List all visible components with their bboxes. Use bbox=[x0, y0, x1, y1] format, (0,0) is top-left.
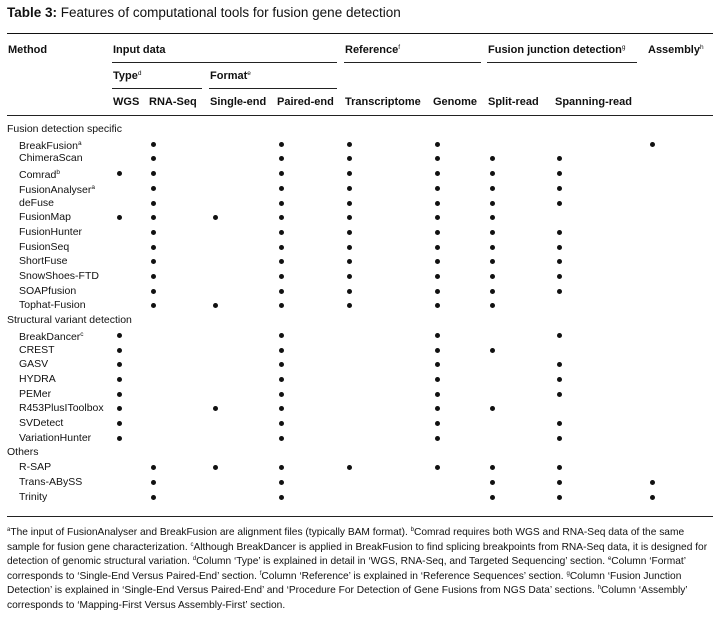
bullet-mark bbox=[347, 215, 352, 220]
format-rule bbox=[209, 88, 337, 89]
header-assembly-label: Assembly bbox=[648, 44, 700, 56]
bullet-mark bbox=[435, 348, 440, 353]
bullet-mark bbox=[557, 362, 562, 367]
header-method: Method bbox=[8, 44, 48, 56]
footnote-text: Column ‘Fusion Junction Detection’ is explained in ‘Single-End Versus Paired-End’ and ‘Procedure For Detection of Gene Fusions from NGS Data’ sections. bbox=[7, 570, 682, 596]
method-name bbox=[19, 240, 69, 254]
header-reference-sup: f bbox=[398, 44, 401, 51]
method-name-text: PEMer bbox=[19, 387, 52, 400]
bullet-mark bbox=[151, 186, 156, 191]
fusion-junction-rule bbox=[487, 62, 637, 63]
method-name-text: Trinity bbox=[19, 490, 48, 503]
method-name bbox=[19, 269, 99, 283]
method-name-text: BreakDancer bbox=[19, 330, 81, 343]
table-row bbox=[0, 298, 720, 313]
bullet-mark bbox=[435, 156, 440, 161]
bullet-mark bbox=[490, 303, 495, 308]
table-row bbox=[0, 240, 720, 255]
bottom-rule bbox=[7, 516, 713, 517]
bullet-mark bbox=[151, 171, 156, 176]
bullet-mark bbox=[117, 392, 122, 397]
bullet-mark bbox=[151, 230, 156, 235]
bullet-mark bbox=[347, 201, 352, 206]
method-name-text: SOAPfusion bbox=[19, 284, 77, 297]
bullet-mark bbox=[435, 201, 440, 206]
bullet-mark bbox=[650, 495, 655, 500]
bullet-mark bbox=[279, 259, 284, 264]
bullet-mark bbox=[490, 259, 495, 264]
method-name-text: Comrad bbox=[19, 169, 57, 182]
bullet-mark bbox=[279, 436, 284, 441]
method-name bbox=[19, 196, 54, 210]
bullet-mark bbox=[279, 186, 284, 191]
bullet-mark bbox=[490, 156, 495, 161]
header-fusion-junction-sup: g bbox=[621, 44, 626, 51]
method-name bbox=[19, 210, 71, 224]
col-rna-seq: RNA-Seq bbox=[149, 96, 197, 108]
bullet-mark bbox=[557, 201, 562, 206]
table-row bbox=[0, 225, 720, 240]
method-name bbox=[19, 137, 82, 153]
bullet-mark bbox=[490, 495, 495, 500]
bullet-mark bbox=[151, 142, 156, 147]
header-type-label: Type bbox=[113, 70, 138, 82]
bullet-mark bbox=[435, 303, 440, 308]
bullet-mark bbox=[650, 142, 655, 147]
col-transcriptome: Transcriptome bbox=[345, 96, 421, 108]
header-type-sup: d bbox=[137, 70, 142, 77]
table-row bbox=[0, 269, 720, 284]
bullet-mark bbox=[279, 230, 284, 235]
bullet-mark bbox=[650, 480, 655, 485]
footnote-marker: c bbox=[190, 541, 194, 548]
bullet-mark bbox=[279, 406, 284, 411]
table-row bbox=[0, 460, 720, 475]
table-row bbox=[0, 431, 720, 446]
table-row bbox=[0, 343, 720, 358]
method-name-text: ChimeraScan bbox=[19, 152, 83, 165]
bullet-mark bbox=[435, 333, 440, 338]
bullet-mark bbox=[435, 465, 440, 470]
table-label: Table 3: bbox=[7, 5, 58, 20]
header-reference bbox=[345, 43, 400, 57]
method-name-text: FusionMap bbox=[19, 211, 71, 224]
method-name bbox=[19, 298, 86, 312]
type-rule bbox=[112, 88, 202, 89]
section-title: Others bbox=[7, 446, 39, 459]
header-fusion-junction-label: Fusion junction detection bbox=[488, 44, 622, 56]
bullet-mark bbox=[279, 303, 284, 308]
bullet-mark bbox=[151, 465, 156, 470]
bullet-mark bbox=[490, 289, 495, 294]
col-spanning-read: Spanning-read bbox=[555, 96, 633, 108]
table-row bbox=[0, 210, 720, 225]
header-input-data: Input data bbox=[113, 44, 166, 56]
bullet-mark bbox=[557, 480, 562, 485]
bullet-mark bbox=[347, 230, 352, 235]
footnote-text: Column ‘Assembly’ corresponds to ‘Mapping-First Versus Assembly-First’ section. bbox=[7, 585, 688, 611]
bullet-mark bbox=[279, 495, 284, 500]
bullet-mark bbox=[557, 274, 562, 279]
header-assembly-sup: h bbox=[699, 44, 704, 51]
col-single-end: Single-end bbox=[210, 96, 267, 108]
bullet-mark bbox=[490, 186, 495, 191]
footnote-marker: h bbox=[597, 585, 601, 591]
bullet-mark bbox=[279, 215, 284, 220]
bullet-mark bbox=[279, 480, 284, 485]
bullet-mark bbox=[279, 201, 284, 206]
bullet-mark bbox=[490, 245, 495, 250]
bullet-mark bbox=[151, 289, 156, 294]
bullet-mark bbox=[117, 171, 122, 176]
bullet-mark bbox=[279, 142, 284, 147]
table-row bbox=[0, 328, 720, 343]
footnote-marker: a bbox=[7, 527, 11, 533]
col-wgs: WGS bbox=[113, 96, 140, 108]
method-name-text: R453PlusIToolbox bbox=[19, 402, 104, 415]
method-name bbox=[19, 416, 63, 430]
header-format bbox=[210, 69, 251, 83]
table-row bbox=[0, 254, 720, 269]
bullet-mark bbox=[151, 156, 156, 161]
method-name-text: SVDetect bbox=[19, 417, 64, 429]
bullet-mark bbox=[557, 377, 562, 382]
method-name-text: CREST bbox=[19, 343, 55, 356]
bullet-mark bbox=[557, 171, 562, 176]
method-name bbox=[19, 284, 76, 298]
table-row bbox=[0, 151, 720, 166]
method-name-text: Trans-ABySS bbox=[19, 475, 83, 488]
bullet-mark bbox=[279, 348, 284, 353]
method-name bbox=[19, 181, 95, 197]
bullet-mark bbox=[347, 186, 352, 191]
bullet-mark bbox=[347, 142, 352, 147]
footnote-marker: e bbox=[607, 556, 612, 562]
bullet-mark bbox=[117, 333, 122, 338]
bullet-mark bbox=[557, 245, 562, 250]
table-row bbox=[0, 166, 720, 181]
bullet-mark bbox=[435, 362, 440, 367]
bullet-mark bbox=[490, 406, 495, 411]
table-row bbox=[0, 196, 720, 211]
bullet-mark bbox=[435, 274, 440, 279]
method-name-text: ShortFuse bbox=[19, 255, 68, 268]
method-name-text: deFuse bbox=[19, 196, 55, 209]
method-footnote-marker: a bbox=[91, 183, 95, 191]
bullet-mark bbox=[490, 230, 495, 235]
bullet-mark bbox=[435, 230, 440, 235]
bullet-mark bbox=[557, 156, 562, 161]
header-format-label: Format bbox=[210, 70, 248, 82]
col-genome: Genome bbox=[433, 96, 478, 108]
footnote-marker: d bbox=[192, 556, 197, 562]
section-title: Fusion detection specific bbox=[7, 123, 122, 135]
footnote-text: Although BreakDancer is applied in BreakFusion to find splicing breakpoints from RNA-Seq data, it is designed for detection of genomic structural variation. bbox=[7, 541, 708, 567]
bullet-mark bbox=[347, 245, 352, 250]
col-paired-end: Paired-end bbox=[277, 96, 334, 108]
bullet-mark bbox=[490, 465, 495, 470]
method-name bbox=[19, 151, 83, 165]
bullet-mark bbox=[279, 274, 284, 279]
bullet-mark bbox=[213, 406, 218, 411]
footnotes bbox=[7, 526, 713, 613]
method-name bbox=[19, 387, 51, 401]
bullet-mark bbox=[435, 171, 440, 176]
header-bottom-rule bbox=[7, 115, 713, 116]
method-name-text: FusionSeq bbox=[19, 240, 70, 253]
method-name bbox=[19, 343, 55, 357]
table-row bbox=[0, 416, 720, 431]
method-name-text: BreakFusion bbox=[19, 139, 78, 152]
bullet-mark bbox=[117, 406, 122, 411]
method-name bbox=[19, 401, 104, 415]
col-split-read: Split-read bbox=[488, 96, 539, 108]
footnote-text: The input of FusionAnalyser and BreakFusion are alignment files (typically BAM format). bbox=[10, 527, 411, 538]
method-name-text: FusionHunter bbox=[19, 225, 83, 238]
table-title: Features of computational tools for fusion gene detection bbox=[60, 5, 401, 20]
header-fusion-junction bbox=[488, 43, 625, 57]
bullet-mark bbox=[279, 289, 284, 294]
method-name-text: VariationHunter bbox=[19, 431, 92, 444]
method-name-text: R-SAP bbox=[19, 461, 52, 474]
method-name-text: FusionAnalyser bbox=[19, 183, 92, 196]
bullet-mark bbox=[279, 377, 284, 382]
bullet-mark bbox=[279, 171, 284, 176]
bullet-mark bbox=[435, 377, 440, 382]
method-name bbox=[19, 475, 82, 489]
top-rule bbox=[7, 33, 713, 34]
bullet-mark bbox=[151, 215, 156, 220]
header-type bbox=[113, 69, 141, 83]
bullet-mark bbox=[435, 259, 440, 264]
footnote-text: Column ‘Type’ is explained in detail in ‘WGS, RNA-Seq, and Targeted Sequencing’ section. bbox=[196, 556, 608, 567]
bullet-mark bbox=[213, 215, 218, 220]
bullet-mark bbox=[557, 421, 562, 426]
bullet-mark bbox=[151, 495, 156, 500]
bullet-mark bbox=[347, 274, 352, 279]
bullet-mark bbox=[213, 303, 218, 308]
bullet-mark bbox=[435, 436, 440, 441]
bullet-mark bbox=[435, 289, 440, 294]
footnote-marker: g bbox=[566, 570, 570, 577]
table-row bbox=[0, 490, 720, 505]
reference-rule bbox=[344, 62, 481, 63]
method-name bbox=[19, 166, 60, 182]
method-footnote-marker: b bbox=[56, 169, 60, 177]
bullet-mark bbox=[151, 245, 156, 250]
bullet-mark bbox=[435, 421, 440, 426]
method-footnote-marker: a bbox=[77, 139, 82, 147]
bullet-mark bbox=[490, 215, 495, 220]
bullet-mark bbox=[435, 245, 440, 250]
bullet-mark bbox=[557, 495, 562, 500]
bullet-mark bbox=[151, 259, 156, 264]
input-data-rule bbox=[112, 62, 337, 63]
bullet-mark bbox=[117, 215, 122, 220]
bullet-mark bbox=[117, 377, 122, 382]
bullet-mark bbox=[347, 171, 352, 176]
table-row bbox=[0, 137, 720, 152]
section-title: Structural variant detection bbox=[7, 314, 132, 327]
bullet-mark bbox=[490, 480, 495, 485]
bullet-mark bbox=[557, 259, 562, 264]
bullet-mark bbox=[557, 289, 562, 294]
bullet-mark bbox=[117, 436, 122, 441]
method-name bbox=[19, 372, 56, 386]
bullet-mark bbox=[117, 348, 122, 353]
bullet-mark bbox=[347, 156, 352, 161]
bullet-mark bbox=[151, 201, 156, 206]
table-row bbox=[0, 372, 720, 387]
bullet-mark bbox=[490, 274, 495, 279]
method-name-text: GASV bbox=[19, 358, 49, 371]
bullet-mark bbox=[347, 303, 352, 308]
bullet-mark bbox=[557, 465, 562, 470]
table-row bbox=[0, 181, 720, 196]
footnote-text: Column ‘Format’ corresponds to ‘Single-End Versus Paired-End’ section. bbox=[7, 556, 686, 582]
bullet-mark bbox=[117, 421, 122, 426]
bullet-mark bbox=[490, 348, 495, 353]
bullet-mark bbox=[557, 392, 562, 397]
header-reference-label: Reference bbox=[345, 44, 399, 56]
bullet-mark bbox=[435, 215, 440, 220]
bullet-mark bbox=[347, 259, 352, 264]
bullet-mark bbox=[557, 186, 562, 191]
bullet-mark bbox=[279, 362, 284, 367]
bullet-mark bbox=[151, 480, 156, 485]
footnote-text: Column ‘Reference’ is explained in ‘Reference Sequences’ section. bbox=[261, 570, 567, 582]
table-row bbox=[0, 387, 720, 402]
bullet-mark bbox=[279, 156, 284, 161]
bullet-mark bbox=[279, 392, 284, 397]
header-format-sup: e bbox=[247, 70, 251, 77]
bullet-mark bbox=[151, 274, 156, 279]
bullet-mark bbox=[279, 421, 284, 426]
bullet-mark bbox=[435, 186, 440, 191]
table-row bbox=[0, 357, 720, 372]
method-footnote-marker: c bbox=[80, 330, 84, 338]
bullet-mark bbox=[490, 201, 495, 206]
method-name bbox=[19, 328, 84, 344]
bullet-mark bbox=[117, 362, 122, 367]
table-row bbox=[0, 475, 720, 490]
method-name bbox=[19, 490, 47, 504]
bullet-mark bbox=[347, 465, 352, 470]
bullet-mark bbox=[557, 436, 562, 441]
bullet-mark bbox=[557, 230, 562, 235]
method-name bbox=[19, 254, 67, 268]
method-name bbox=[19, 460, 51, 474]
bullet-mark bbox=[490, 171, 495, 176]
method-name-text: Tophat-Fusion bbox=[19, 299, 86, 312]
table-caption bbox=[7, 5, 401, 20]
bullet-mark bbox=[151, 303, 156, 308]
bullet-mark bbox=[279, 245, 284, 250]
bullet-mark bbox=[557, 333, 562, 338]
footnote-marker: b bbox=[410, 527, 415, 533]
bullet-mark bbox=[279, 465, 284, 470]
method-name bbox=[19, 431, 91, 445]
bullet-mark bbox=[213, 465, 218, 470]
footnote-marker: f bbox=[259, 570, 262, 577]
method-name-text: SnowShoes-FTD bbox=[19, 270, 99, 282]
bullet-mark bbox=[435, 142, 440, 147]
method-name-text: HYDRA bbox=[19, 372, 56, 385]
footnote-text: Comrad requires both WGS and RNA-Seq data of the same sample for fusion gene characterization. bbox=[7, 527, 685, 553]
header-assembly bbox=[648, 43, 704, 57]
table-row bbox=[0, 284, 720, 299]
method-name bbox=[19, 357, 48, 371]
table-row bbox=[0, 401, 720, 416]
bullet-mark bbox=[435, 406, 440, 411]
bullet-mark bbox=[347, 289, 352, 294]
bullet-mark bbox=[435, 392, 440, 397]
method-name bbox=[19, 225, 82, 239]
bullet-mark bbox=[279, 333, 284, 338]
